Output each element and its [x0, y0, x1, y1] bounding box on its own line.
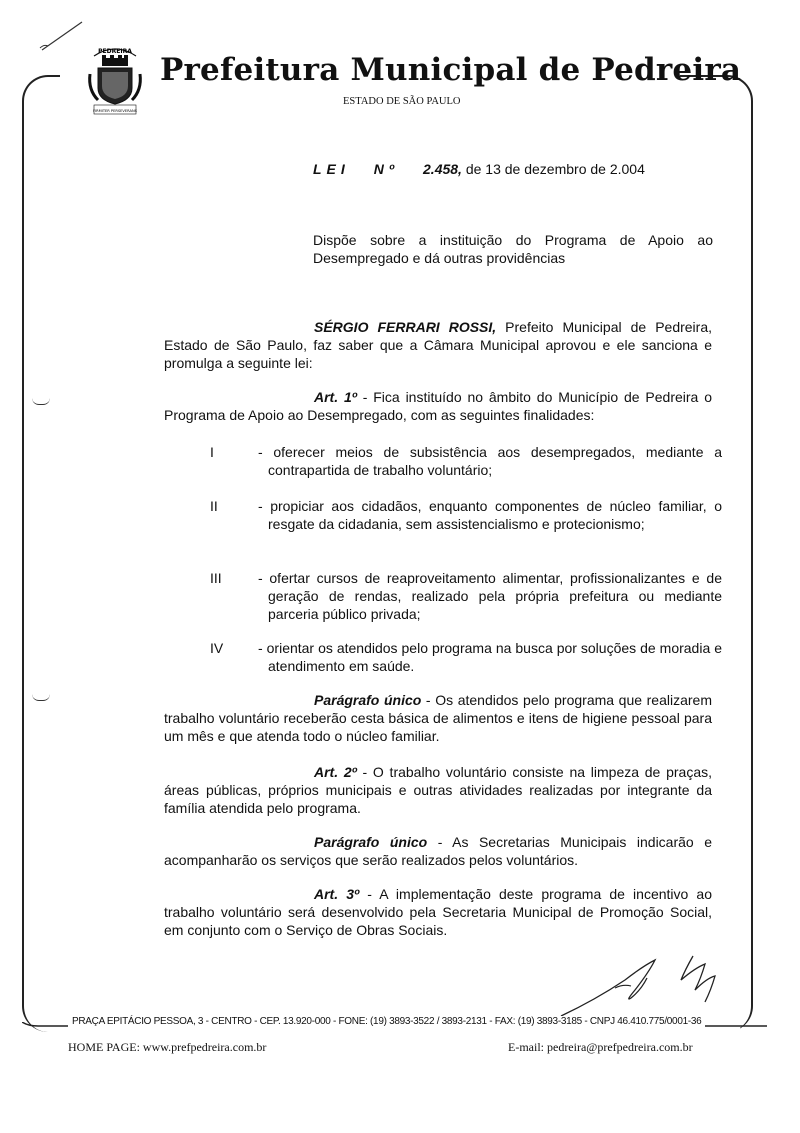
article-2 [164, 763, 712, 817]
paragraph-text: - Os atendidos pelo programa que realizarem trabalho voluntário receberão cesta básica de alimentos e itens de higiene pessoal para um mês e que atenda todo o núcleo familiar. [164, 692, 712, 744]
item-roman: IV [210, 640, 224, 656]
item-roman: III [210, 570, 222, 586]
footer-homepage: HOME PAGE: www.prefpedreira.com.br [68, 1040, 267, 1054]
article-1-label: Art. 1º [314, 389, 357, 405]
article-2-label: Art. 2º [314, 764, 357, 780]
law-ementa: Dispõe sobre a instituição do Programa de Apoio ao Desempregado e dá outras providências [313, 232, 713, 266]
article-1 [164, 388, 712, 424]
preamble [164, 318, 712, 372]
item-text: - orientar os atendidos pelo programa na busca por soluções de moradia e atendimento em saúde. [258, 640, 722, 674]
item-roman: I [210, 444, 214, 460]
crest-motto: PEDREIRA [98, 48, 132, 55]
paragraph-text: - As Secretarias Municipais indicarão e acompanharão os serviços que serão realizados pelos voluntários. [164, 834, 712, 868]
footer-email: E-mail: pedreira@prefpedreira.com.br [508, 1040, 693, 1054]
article-3-text: - A implementação deste programa de incentivo ao trabalho voluntário será desenvolvido pela Secretaria Municipal de Promoção Social, em conjunto com o Serviço de Obras Sociais. [164, 886, 712, 938]
law-number: 2.458, [423, 161, 462, 177]
footer-address: PRAÇA EPITÁCIO PESSOA, 3 - CENTRO - CEP. 13.920-000 - FONE: (19) 3893-3522 / 3893-2131 - FAX: (19) 3893-3185 - CNPJ 46.410.775/0001-36 [68, 1016, 705, 1027]
item-text: - propiciar aos cidadãos, enquanto componentes de núcleo familiar, o resgate da cidadania, sem assistencialismo e protecionismo; [258, 498, 722, 532]
organization-state: ESTADO DE SÃO PAULO [343, 96, 461, 107]
municipal-crest-icon [86, 44, 144, 116]
paragraph-label: Parágrafo único [314, 834, 428, 850]
mayor-name: SÉRGIO FERRARI ROSSI, [314, 319, 497, 335]
law-heading [313, 160, 645, 178]
article-2-text: - O trabalho voluntário consiste na limpeza de praças, áreas públicas, próprios municipais e outras atividades realizadas por integrante da família atendida pelo programa. [164, 764, 712, 816]
article-3-label: Art. 3º [314, 886, 360, 902]
law-keyword: LEI [313, 161, 350, 177]
article-1-paragraph [164, 691, 712, 745]
signature [555, 950, 735, 1020]
article-2-paragraph [164, 833, 712, 869]
law-date: de 13 de dezembro de 2.004 [461, 161, 645, 177]
item-text: - oferecer meios de subsistência aos desempregados, mediante a contrapartida de trabalho voluntário; [258, 444, 722, 478]
item-text: - ofertar cursos de reaproveitamento alimentar, profissionalizantes e de geração de rendas, realizado pela própria prefeitura ou mediante parceria público privada; [258, 570, 722, 622]
crest-caption: FIRMITER PERSEVERANS [93, 109, 137, 113]
preamble-text: Prefeito Municipal de Pedreira, Estado de São Paulo, faz saber que a Câmara Municipal aprovou e ele sanciona e promulga a seguinte lei: [164, 319, 712, 371]
item-roman: II [210, 498, 218, 514]
paragraph-label: Parágrafo único [314, 692, 422, 708]
organization-title: Prefeitura Municipal de Pedreira [160, 52, 742, 88]
article-1-text: - Fica instituído no âmbito do Município de Pedreira o Programa de Apoio ao Desempregado, com as seguintes finalidades: [164, 389, 712, 423]
law-number-label: Nº [373, 161, 400, 177]
article-3 [164, 885, 712, 939]
pen-stroke-mark [38, 18, 86, 54]
